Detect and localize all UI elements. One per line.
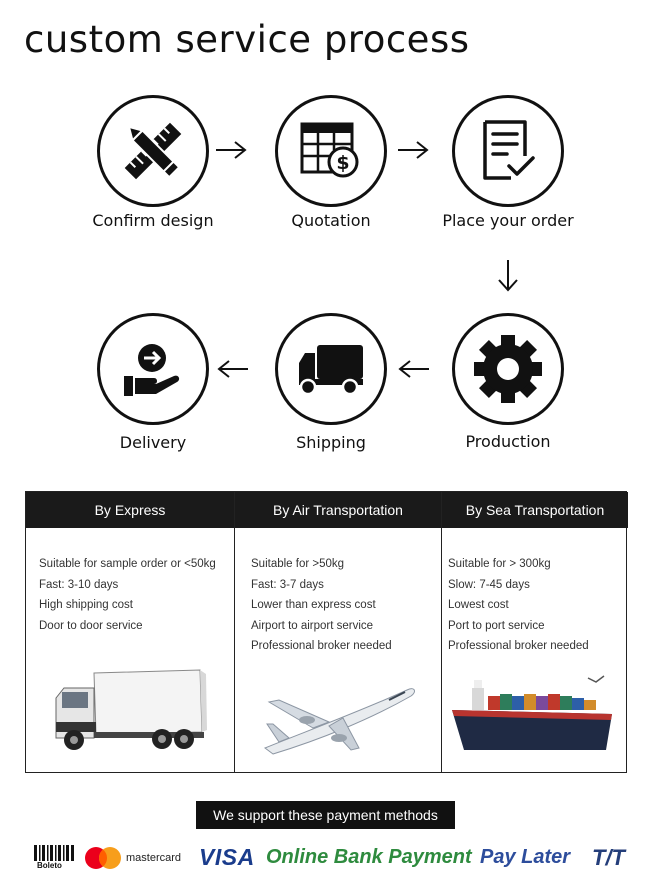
pay-later-label: Pay Later — [480, 846, 571, 868]
detail-line: Professional broker needed — [251, 640, 392, 652]
step-circle — [97, 95, 209, 207]
step-circle — [275, 95, 387, 207]
detail-line: Fast: 3-10 days — [39, 578, 119, 591]
arrow-right-icon — [214, 140, 248, 160]
detail-line: High shipping cost — [39, 599, 133, 611]
step-label: Place your order — [442, 211, 574, 230]
arrow-down-icon — [497, 258, 519, 294]
shipping-column-express — [26, 492, 234, 772]
detail-line: Port to port service — [448, 619, 545, 632]
shipping-column-air — [234, 492, 441, 772]
step-circle — [97, 313, 209, 425]
mastercard-logo — [84, 840, 181, 875]
detail-line: Suitable for >50kg — [251, 558, 345, 570]
airplane-photo — [259, 678, 419, 758]
column-details — [448, 554, 589, 657]
step-label: Shipping — [296, 433, 366, 452]
truck-icon — [295, 339, 367, 399]
step-circle — [275, 313, 387, 425]
step-label: Delivery — [119, 433, 187, 452]
tt-label: T/T — [592, 844, 625, 870]
arrow-right-icon — [396, 140, 430, 160]
detail-line: Suitable for sample order or <50kg — [39, 558, 216, 570]
step-label: Quotation — [291, 211, 371, 230]
boleto-label: Boleto — [37, 860, 62, 870]
mastercard-label: mastercard — [126, 851, 182, 864]
column-details — [251, 554, 392, 657]
column-header: By Air Transportation — [235, 492, 441, 528]
shipping-column-sea — [441, 492, 628, 772]
arrow-left-icon — [216, 359, 250, 379]
step-label: Confirm design — [92, 211, 214, 230]
detail-line: Professional broker needed — [448, 640, 589, 652]
arrow-left-icon — [397, 359, 431, 379]
hand-delivery-icon — [118, 334, 188, 404]
box-truck-photo — [50, 668, 210, 758]
column-header: By Express — [26, 492, 234, 528]
container-ship-photo — [448, 674, 618, 754]
payment-banner: We support these payment methods — [196, 801, 455, 829]
column-details — [39, 554, 216, 636]
detail-line: Door to door service — [39, 619, 143, 632]
step-label: Production — [465, 432, 551, 451]
page-title: custom service process — [24, 18, 470, 61]
svg-text:$: $ — [336, 152, 350, 174]
order-document-icon — [473, 116, 543, 186]
step-circle — [452, 95, 564, 207]
column-header: By Sea Transportation — [442, 492, 628, 528]
visa-logo — [199, 840, 255, 875]
step-circle — [452, 313, 564, 425]
price-sheet-icon — [296, 116, 366, 186]
detail-line: Lowest cost — [448, 599, 509, 611]
visa-label: VISA — [199, 844, 255, 870]
barcode-icon — [34, 845, 74, 861]
tt-logo — [592, 840, 625, 875]
detail-line: Slow: 7-45 days — [448, 578, 530, 591]
pencil-ruler-icon — [115, 113, 191, 189]
detail-line: Lower than express cost — [251, 599, 376, 611]
detail-line: Suitable for > 300kg — [448, 558, 551, 570]
detail-line: Fast: 3-7 days — [251, 578, 324, 591]
online-bank-payment-label: Online Bank Payment — [266, 846, 472, 868]
detail-line: Airport to airport service — [251, 619, 374, 632]
online-bank-payment-logo — [266, 840, 472, 875]
shipping-methods-table — [25, 491, 627, 773]
boleto-logo — [34, 840, 74, 875]
gear-icon — [470, 331, 546, 407]
mastercard-circles-icon — [84, 846, 122, 870]
pay-later-logo — [480, 840, 570, 875]
payment-logos — [0, 840, 650, 875]
